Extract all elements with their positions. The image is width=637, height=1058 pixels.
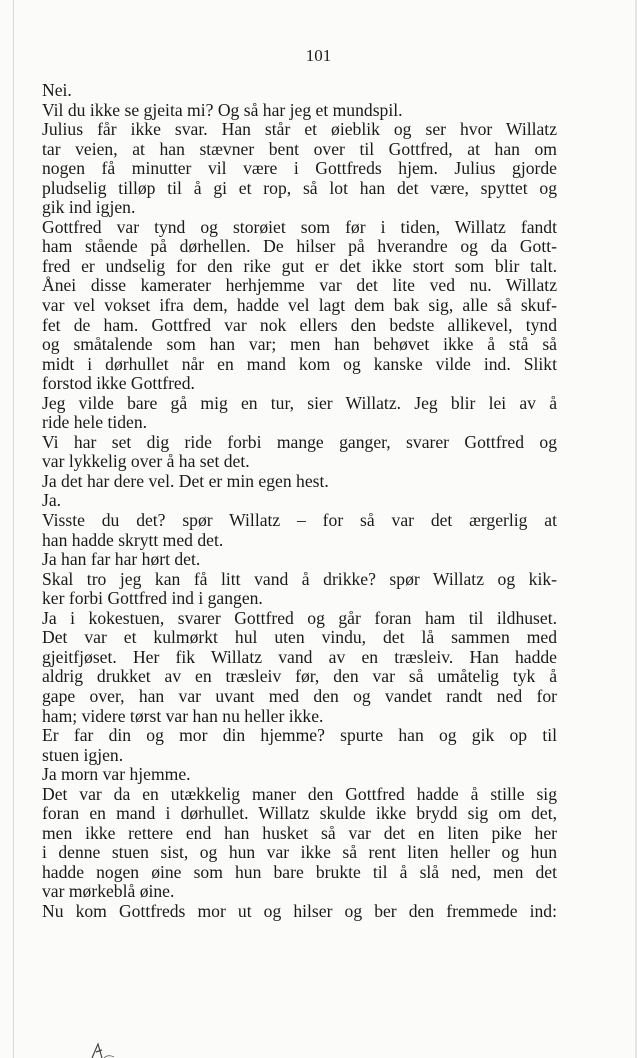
text-line: foran en mand i dørhullet. Willatz skulde ikke brydd sig om det, [42,803,557,824]
text-line: stuen igjen. [42,744,124,765]
text-line: men ikke rettere end han husket så var det en liten pike her [42,822,557,843]
text-line: fet de ham. Gottfred var nok ellers den bedste allikevel, tynd [42,314,557,335]
text-line: Jeg vilde bare gå mig en tur, sier Willatz. Jeg blir lei av å [42,392,557,413]
text-line: ham; videre tørst var han nu heller ikke. [42,705,324,726]
text-line: tar veien, at han stævner bent over til Gottfred, at han om [42,138,557,159]
text-line: Julius får ikke svar. Han står et øieblik og ser hvor Willatz [42,119,557,140]
text-line: Ånei disse kamerater herhjemme var det lite ved nu. Willatz [42,275,557,296]
text-line: Ja i kokestuen, svarer Gottfred og går foran ham til ildhuset. [42,607,557,628]
text-line: Nu kom Gottfreds mor ut og hilser og ber den fremmede ind: [42,900,557,921]
body-text [42,81,557,922]
text-line: Ja. [42,490,62,511]
text-line: aldrig drukket av en træsleiv før, den var så umåtelig tyk å [42,666,557,687]
page-left-edge [13,0,14,1058]
page-corner-scribble-icon [88,1036,128,1058]
text-line: var vel vokset ifra dem, hadde vel lagt dem bak sig, alle så skuf- [42,295,557,316]
text-line: Vil du ikke se gjeita mi? Og så har jeg et mundspil. [42,99,403,120]
text-line: ride hele tiden. [42,412,148,433]
text-line: Skal tro jeg kan få litt vand å drikke? spør Willatz og kik- [42,568,557,589]
text-line: Nei. [42,80,72,100]
text-line: Visste du det? spør Willatz – for så var det ærgerlig at [42,510,557,531]
text-line: var lykkelig over å ha set det. [42,451,250,472]
text-line: var mørkeblå øine. [42,881,175,902]
text-line: Det var et kulmørkt hul uten vindu, det lå sammen med [42,627,557,648]
text-line: forstod ikke Gottfred. [42,373,195,394]
text-line: Det var da en utækkelig maner den Gottfred hadde å stille sig [42,783,557,804]
text-line: Vi har set dig ride forbi mange ganger, svarer Gottfred og [42,431,557,452]
page-number: 101 [305,46,332,65]
text-line: gik ind igjen. [42,197,136,218]
text-line: i denne stuen sist, og hun var ikke så rent liten heller og hun [42,842,557,863]
text-line: nogen få minutter vil være i Gottfreds hjem. Julius gjorde [42,158,557,179]
text-line: Gottfred var tynd og storøiet som før i tiden, Willatz fandt [42,216,557,237]
text-line: Ja han far har hørt det. [42,549,201,570]
text-line: Ja det har dere vel. Det er min egen hest. [42,470,329,491]
text-line: ham stående på dørhellen. De hilser på hverandre og da Gott- [42,236,557,257]
text-line: midt i dørhullet når en mand kom og kanske vilde ind. Slikt [42,353,557,374]
text-line: og småtalende som han var; men han behøvet ikke å stå så [42,334,557,355]
text-line: Ja morn var hjemme. [42,764,191,785]
text-line: hadde nogen øine som hun bare brukte til å slå ned, men det [42,861,557,882]
text-line: ker forbi Gottfred ind i gangen. [42,588,263,609]
text-line: han hadde skrytt med det. [42,529,224,550]
text-line: gjeitfjøset. Her fik Willatz vand av en træsleiv. Han hadde [42,646,557,667]
text-line: pludselig tilløp til å gi et rop, så lot han det være, spyttet og [42,177,557,198]
text-line: gape over, han var uvant med den og vandet randt ned for [42,685,557,706]
text-line: fred er undselig for den rike gut er det ikke stort som blir talt. [42,255,557,276]
text-line: Er far din og mor din hjemme? spurte han og gik op til [42,725,557,746]
